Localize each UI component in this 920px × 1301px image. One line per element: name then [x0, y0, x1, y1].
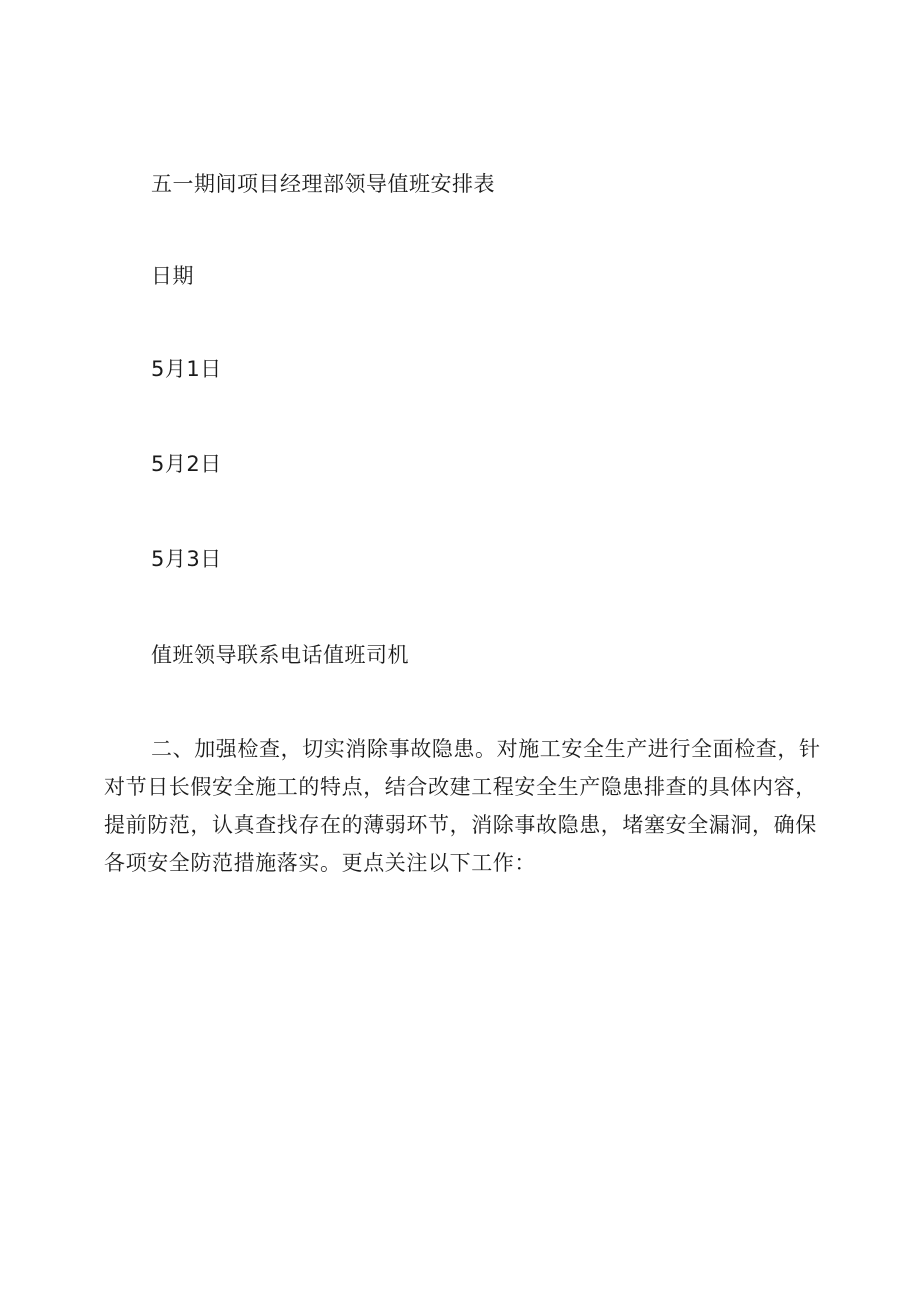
paragraph-line: 对节日长假安全施工的特点，结合改建工程安全生产隐患排查的具体内容，: [104, 775, 817, 799]
body-paragraph: [104, 730, 821, 882]
paragraph-line: 提前防范，认真查找存在的薄弱环节，消除事故隐患，堵塞安全漏洞，确保: [104, 813, 817, 837]
date-header: 日期: [151, 264, 194, 288]
column-headers: 值班领导联系电话值班司机: [151, 643, 409, 667]
schedule-title: 五一期间项目经理部领导值班安排表: [151, 172, 495, 196]
date-row-3: 5月3日: [151, 547, 222, 571]
paragraph-line: 二、加强检查，切实消除事故隐患。对施工安全生产进行全面检查，针: [151, 737, 821, 761]
paragraph-line: 各项安全防范措施落实。更点关注以下工作：: [104, 851, 536, 875]
date-row-2: 5月2日: [151, 452, 222, 476]
date-row-1: 5月1日: [151, 357, 222, 381]
